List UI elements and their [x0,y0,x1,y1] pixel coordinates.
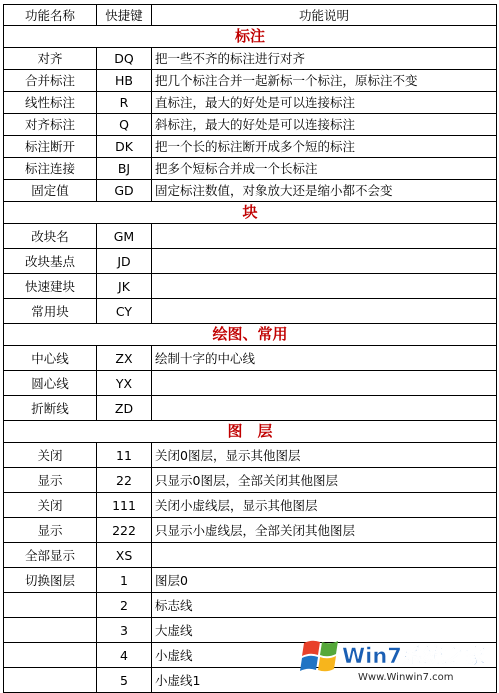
table-row [4,92,497,114]
table-row [4,48,497,70]
function-name-cell: 显示 [4,518,97,543]
shortcut-cell: XS [97,543,152,568]
shortcut-cell: 222 [97,518,152,543]
function-name-cell: 标注断开 [4,136,97,158]
description-cell [152,371,497,396]
table-row [4,70,497,92]
function-name-cell: 中心线 [4,346,97,371]
description-cell [152,224,497,249]
description-cell: 只显示0图层，全部关闭其他图层 [152,468,497,493]
function-name-cell: 改块名 [4,224,97,249]
function-name-cell: 固定值 [4,180,97,202]
shortcut-cell: Q [97,114,152,136]
table-row [4,568,497,593]
description-cell: 关闭小虚线层，显示其他图层 [152,493,497,518]
description-cell: 绘制十字的中心线 [152,346,497,371]
shortcut-cell: GD [97,180,152,202]
function-name-cell: 合并标注 [4,70,97,92]
description-cell: 把多个短标合并成一个长标注 [152,158,497,180]
function-name-cell: 标注连接 [4,158,97,180]
shortcut-cell: BJ [97,158,152,180]
function-name-cell [4,668,97,693]
table-row [4,593,497,618]
function-name-cell: 全部显示 [4,543,97,568]
table-row [4,224,497,249]
description-cell: 直标注，最大的好处是可以连接标注 [152,92,497,114]
shortcut-cell: GM [97,224,152,249]
table-row [4,299,497,324]
description-cell: 小虚线1 [152,668,497,693]
shortcut-cell: 111 [97,493,152,518]
shortcut-cell: DK [97,136,152,158]
shortcut-table [3,4,497,693]
description-cell [152,543,497,568]
section-row [4,421,497,443]
section-title: 绘图、常用 [4,324,497,346]
shortcut-cell: DQ [97,48,152,70]
header-description: 功能说明 [152,5,497,26]
description-cell: 只显示小虚线层，全部关闭其他图层 [152,518,497,543]
description-cell [152,249,497,274]
description-cell: 把一个长的标注断开成多个短的标注 [152,136,497,158]
description-cell: 关闭0图层，显示其他图层 [152,443,497,468]
function-name-cell: 常用块 [4,299,97,324]
windows-flag-icon [300,641,338,672]
section-title: 图 层 [4,421,497,443]
section-title: 标注 [4,26,497,48]
header-row [4,5,497,26]
function-name-cell: 关闭 [4,443,97,468]
description-cell [152,396,497,421]
section-title: 块 [4,202,497,224]
description-cell: 把一些不齐的标注进行对齐 [152,48,497,70]
table-row [4,468,497,493]
shortcut-cell: YX [97,371,152,396]
shortcut-cell: 3 [97,618,152,643]
table-row [4,493,497,518]
shortcut-cell: JD [97,249,152,274]
function-name-cell: 对齐标注 [4,114,97,136]
shortcut-cell: R [97,92,152,114]
description-cell: 图层0 [152,568,497,593]
shortcut-cell: HB [97,70,152,92]
function-name-cell: 切换图层 [4,568,97,593]
description-cell: 标志线 [152,593,497,618]
table-row [4,346,497,371]
table-row [4,443,497,468]
section-row [4,26,497,48]
header-shortcut: 快捷键 [97,5,152,26]
description-cell: 小虚线 [152,643,497,668]
table-row [4,518,497,543]
shortcut-cell: 4 [97,643,152,668]
shortcut-cell: 5 [97,668,152,693]
description-cell [152,299,497,324]
table-row [4,158,497,180]
description-cell: 固定标注数值，对象放大还是缩小都不会变 [152,180,497,202]
function-name-cell: 关闭 [4,493,97,518]
function-name-cell: 折断线 [4,396,97,421]
function-name-cell: 圆心线 [4,371,97,396]
header-function-name: 功能名称 [4,5,97,26]
shortcut-cell: 22 [97,468,152,493]
shortcut-cell: ZX [97,346,152,371]
function-name-cell: 显示 [4,468,97,493]
function-name-cell [4,593,97,618]
watermark-url: Www.Winwin7.com [358,672,454,683]
function-name-cell: 线性标注 [4,92,97,114]
table-row [4,371,497,396]
table-row [4,396,497,421]
shortcut-cell: JK [97,274,152,299]
table-row [4,180,497,202]
table-body [4,26,497,693]
function-name-cell: 对齐 [4,48,97,70]
section-row [4,202,497,224]
function-name-cell [4,643,97,668]
table-row [4,274,497,299]
table-row [4,136,497,158]
description-cell [152,274,497,299]
shortcut-cell: 1 [97,568,152,593]
section-row [4,324,497,346]
watermark-logo [298,633,496,685]
shortcut-cell: CY [97,299,152,324]
description-cell: 大虚线 [152,618,497,643]
shortcut-cell: 2 [97,593,152,618]
table-row [4,543,497,568]
description-cell: 斜标注，最大的好处是可以连接标注 [152,114,497,136]
table-row [4,114,497,136]
shortcut-cell: ZD [97,396,152,421]
function-name-cell [4,618,97,643]
function-name-cell: 改块基点 [4,249,97,274]
description-cell: 把几个标注合并一起新标一个标注，原标注不变 [152,70,497,92]
shortcut-cell: 11 [97,443,152,468]
watermark-brand: Win7系统之家 [342,644,486,668]
table-row [4,249,497,274]
function-name-cell: 快速建块 [4,274,97,299]
